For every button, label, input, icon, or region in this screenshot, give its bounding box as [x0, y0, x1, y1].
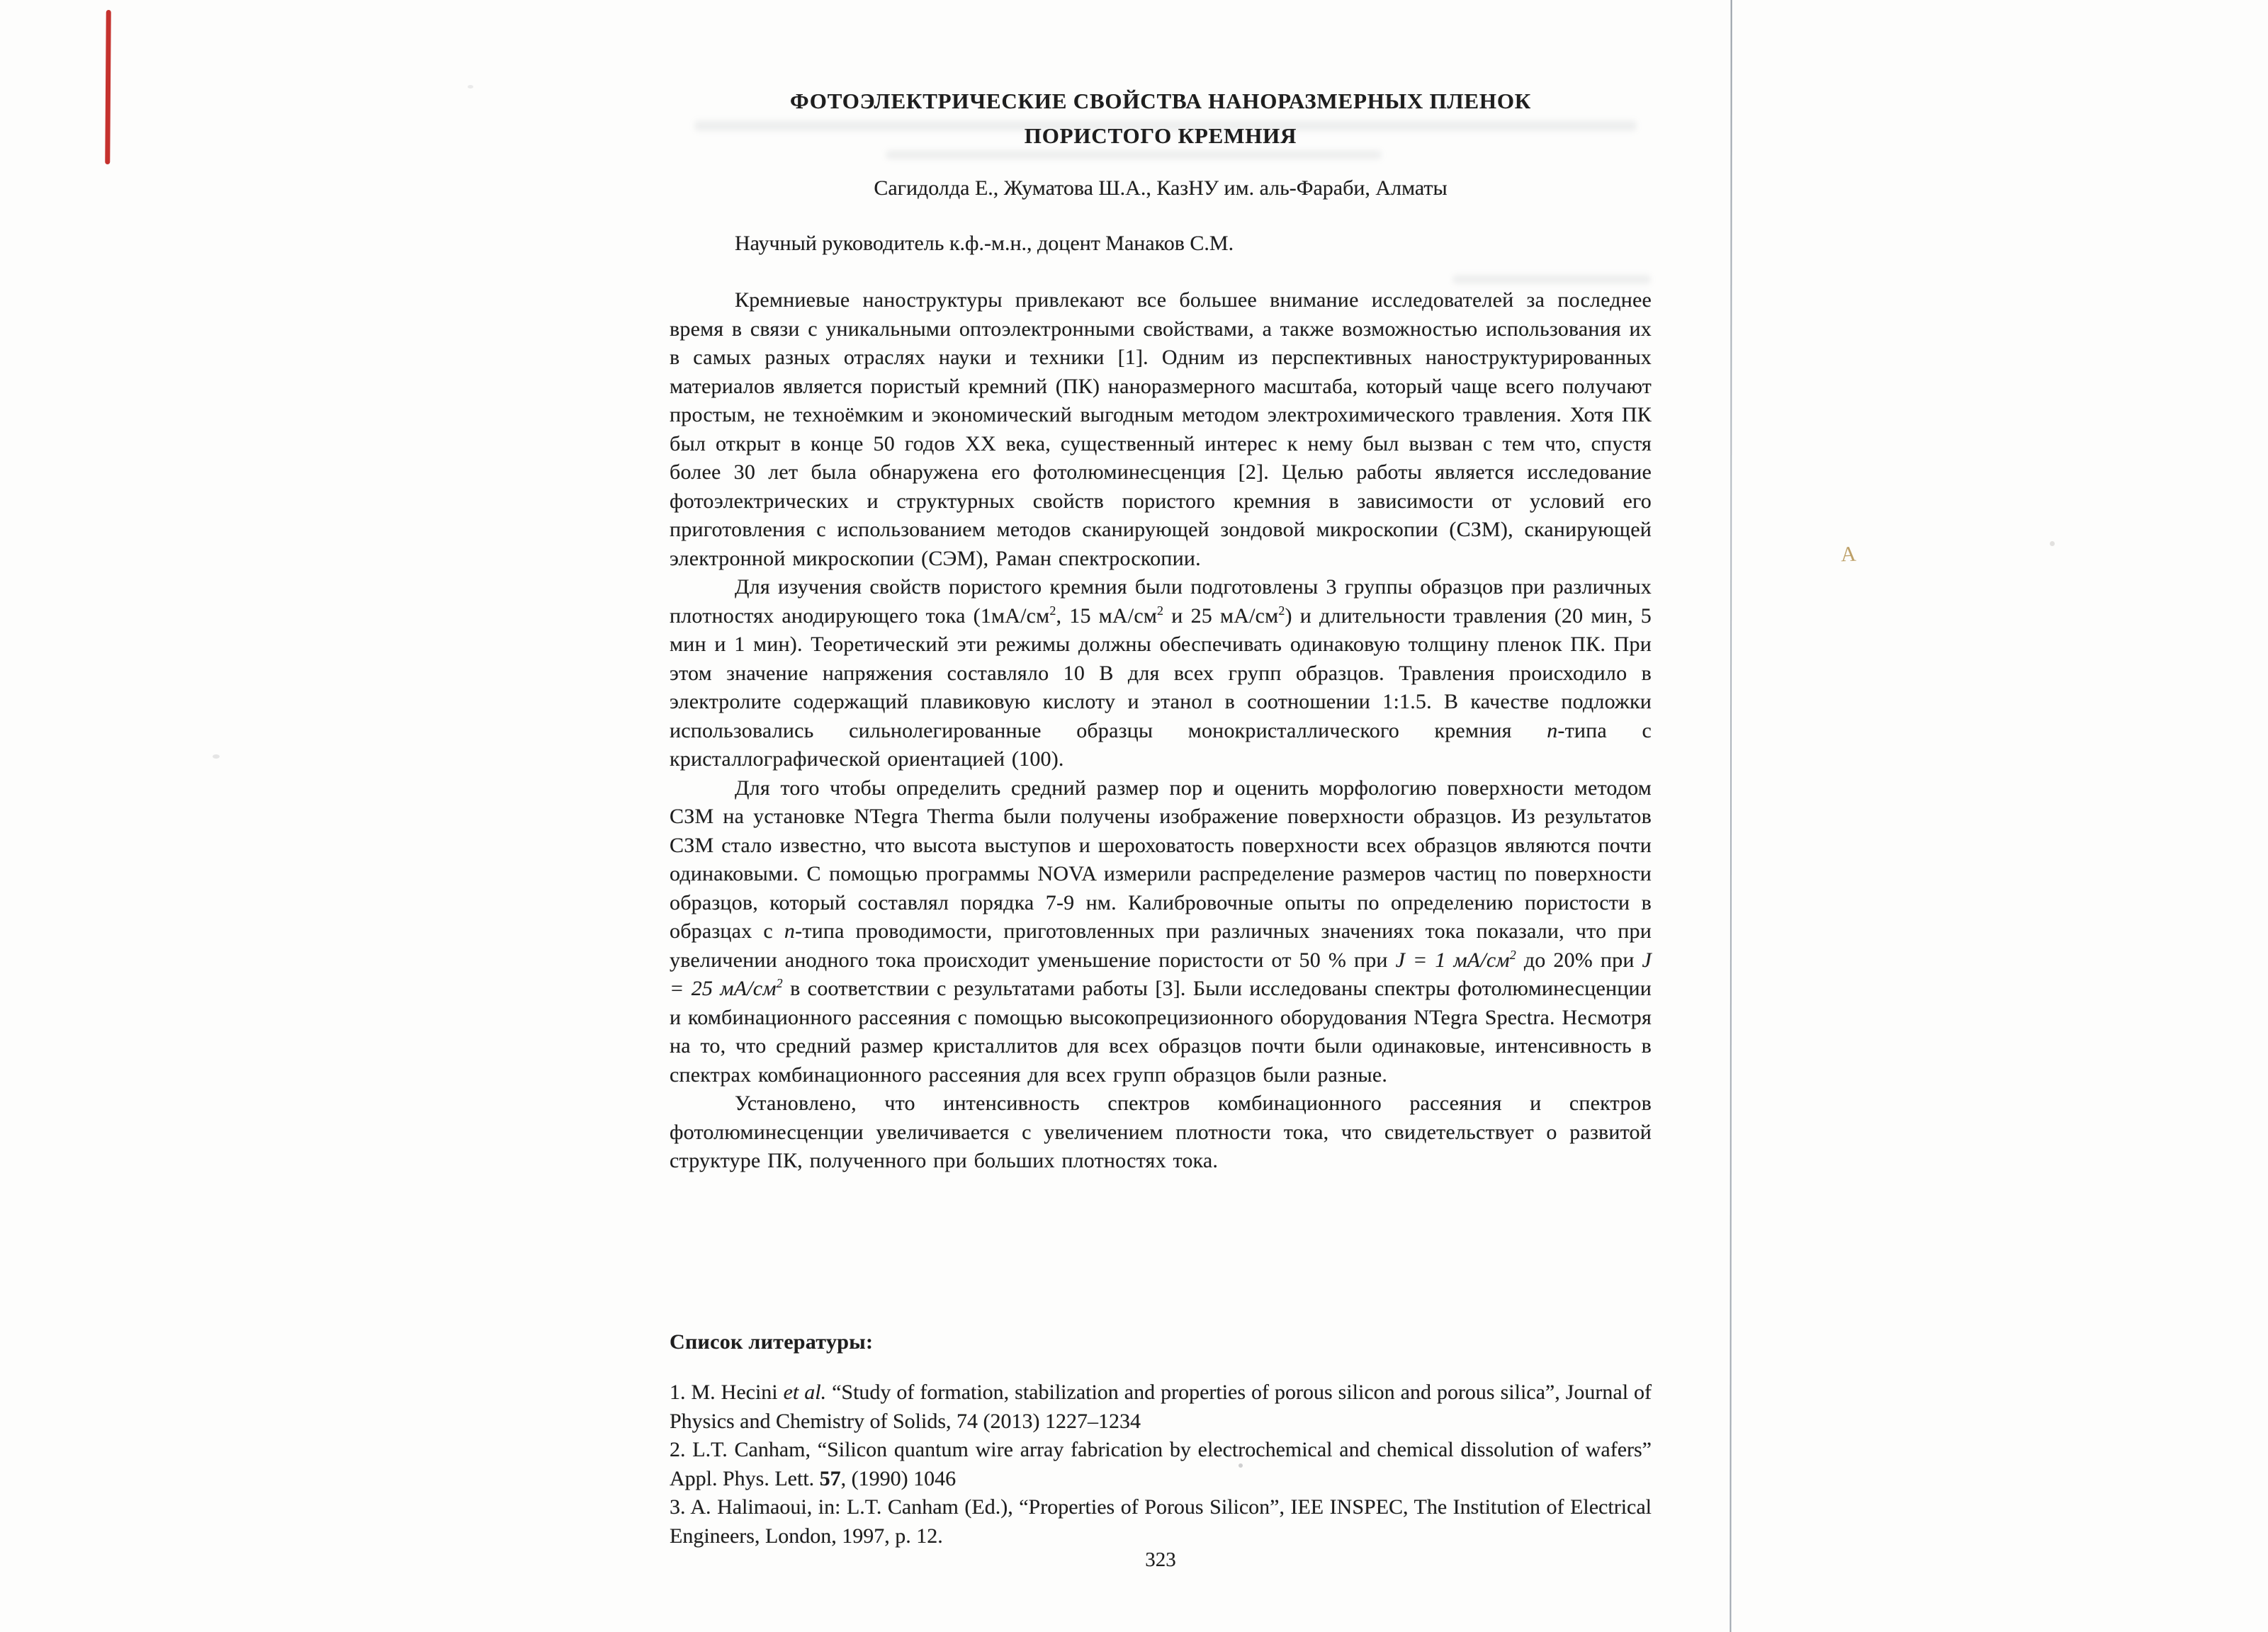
- paragraph-samples: Для изучения свойств пористого кремния были подготовлены 3 группы образцов при различных плотностях анодирующего тока ($1мА/см^2$, 15 $мА/см^2$ и 25 $мА/см^2$) и длительности травления (20 мин, 5 мин и 1 мин). Теоретический эти режимы должны обеспечивать одинаковую толщину пленок ПК. При этом значение напряжения составляло 10 В для всех групп образцов. Травления происходило в электролите содержащий плавиковую кислоту и этанол в соотношении 1:1.5. В качестве подложки использовались сильнолегированные образцы монокристаллического кремния n-типа с кристаллографической ориентацией (100).: [670, 575, 1652, 771]
- bleed-through-ghost: [1452, 275, 1651, 284]
- paper-title-line1: ФОТОЭЛЕКТРИЧЕСКИЕ СВОЙСТВА НАНОРАЗМЕРНЫХ ПЛЕНОК: [789, 89, 1532, 113]
- authors-line: Сагидолда Е., Жуматова Ш.А., КазНУ им. аль-Фараби, Алматы: [874, 176, 1448, 200]
- references-list: [670, 1378, 1652, 1551]
- references-heading: Список литературы:: [670, 1330, 874, 1354]
- red-pen-mark: [105, 10, 111, 164]
- paragraph-conclusion: Установлено, что интенсивность спектров комбинационного рассеяния и спектров фотолюминесценции увеличивается с увеличением плотности тока, что свидетельствует о развитой структуре ПК, полученного при больших плотностях тока.: [670, 1092, 1652, 1172]
- reference-item: 1. M. Hecini et al. “Study of formation, stabilization and properties of porous silicon and porous silica”, Journal of Physics and Chemistry of Solids, 74 (2013) 1227–1234: [670, 1381, 1652, 1433]
- page-edge-line: [1730, 0, 1732, 1632]
- paper-title: [670, 84, 1652, 153]
- supervisor-line: Научный руководитель к.ф.-м.н., доцент Манаков С.М.: [735, 232, 1234, 255]
- abstract-body: [670, 286, 1652, 1176]
- scan-speck: [213, 754, 220, 759]
- page-number: 323: [1145, 1548, 1176, 1571]
- reference-item: 2. L.T. Canham, “Silicon quantum wire array fabrication by electrochemical and chemical dissolution of wafers” Appl. Phys. Lett. 57, (1990) 1046: [670, 1438, 1652, 1490]
- paper-title-line2: ПОРИСТОГО КРЕМНИЯ: [1024, 123, 1297, 148]
- paragraph-intro: Кремниевые наноструктуры привлекают все большее внимание исследователей за последнее время в связи с уникальными оптоэлектронными свойствами, а также возможностью использования их в самых разных отраслях науки и техники [1]. Одним из перспективных наноструктурированных материалов является пористый кремний (ПК) наноразмерного масштаба, который чаще всего получают простым, не техноёмким и экономический выгодным методом электрохимического травления. Хотя ПК был открыт в конце 50 годов XX века, существенный интерес к нему был вызван с тем что, спустя более 30 лет была обнаружена его фотолюминесценция [2]. Целью работы является исследование фотоэлектрических и структурных свойств пористого кремния в зависимости от условий его приготовления с использованием методов сканирующей зондовой микроскопии (СЗМ), сканирующей электронной микроскопии (СЭМ), Раман спектроскопии.: [670, 288, 1652, 570]
- paragraph-measurements: Для того чтобы определить средний размер пор и оценить морфологию поверхности методом СЗМ на установке NTegra Therma были получены изображение поверхности образцов. Из результатов СЗМ стало известно, что высота выступов и шероховатость поверхности всех образцов являются почти одинаковыми. С помощью программы NOVA измерили распределение размеров частиц по поверхности образцов, который составлял порядка 7-9 нм. Калибровочные опыты по определению пористости в образцах с n-типа проводимости, приготовленных при различных значениях тока показали, что при увеличении анодного тока происходит уменьшение пористости от 50 % при J = 1 $мА/см^2$ до 20% при J = 25 $мА/см^2$ в соответствии с результатами работы [3]. Были исследованы спектры фотолюминесценции и комбинационного рассеяния с помощью высокопрецизионного оборудования NTegra Spectra. Несмотря на то, что средний размер кристаллитов для всех образцов почти были одинаковые, интенсивность в спектрах комбинационного рассеяния для всех групп образцов были разные.: [670, 776, 1652, 1087]
- reference-item: 3. A. Halimaoui, in: L.T. Canham (Ed.), “Properties of Porous Silicon”, IEE INSPEC, The Institution of Electrical Engineers, London, 1997, p. 12.: [670, 1495, 1652, 1548]
- scan-speck: [468, 85, 473, 89]
- ink-smudge-letter: A: [1840, 542, 1857, 567]
- scan-speck: [2050, 541, 2055, 546]
